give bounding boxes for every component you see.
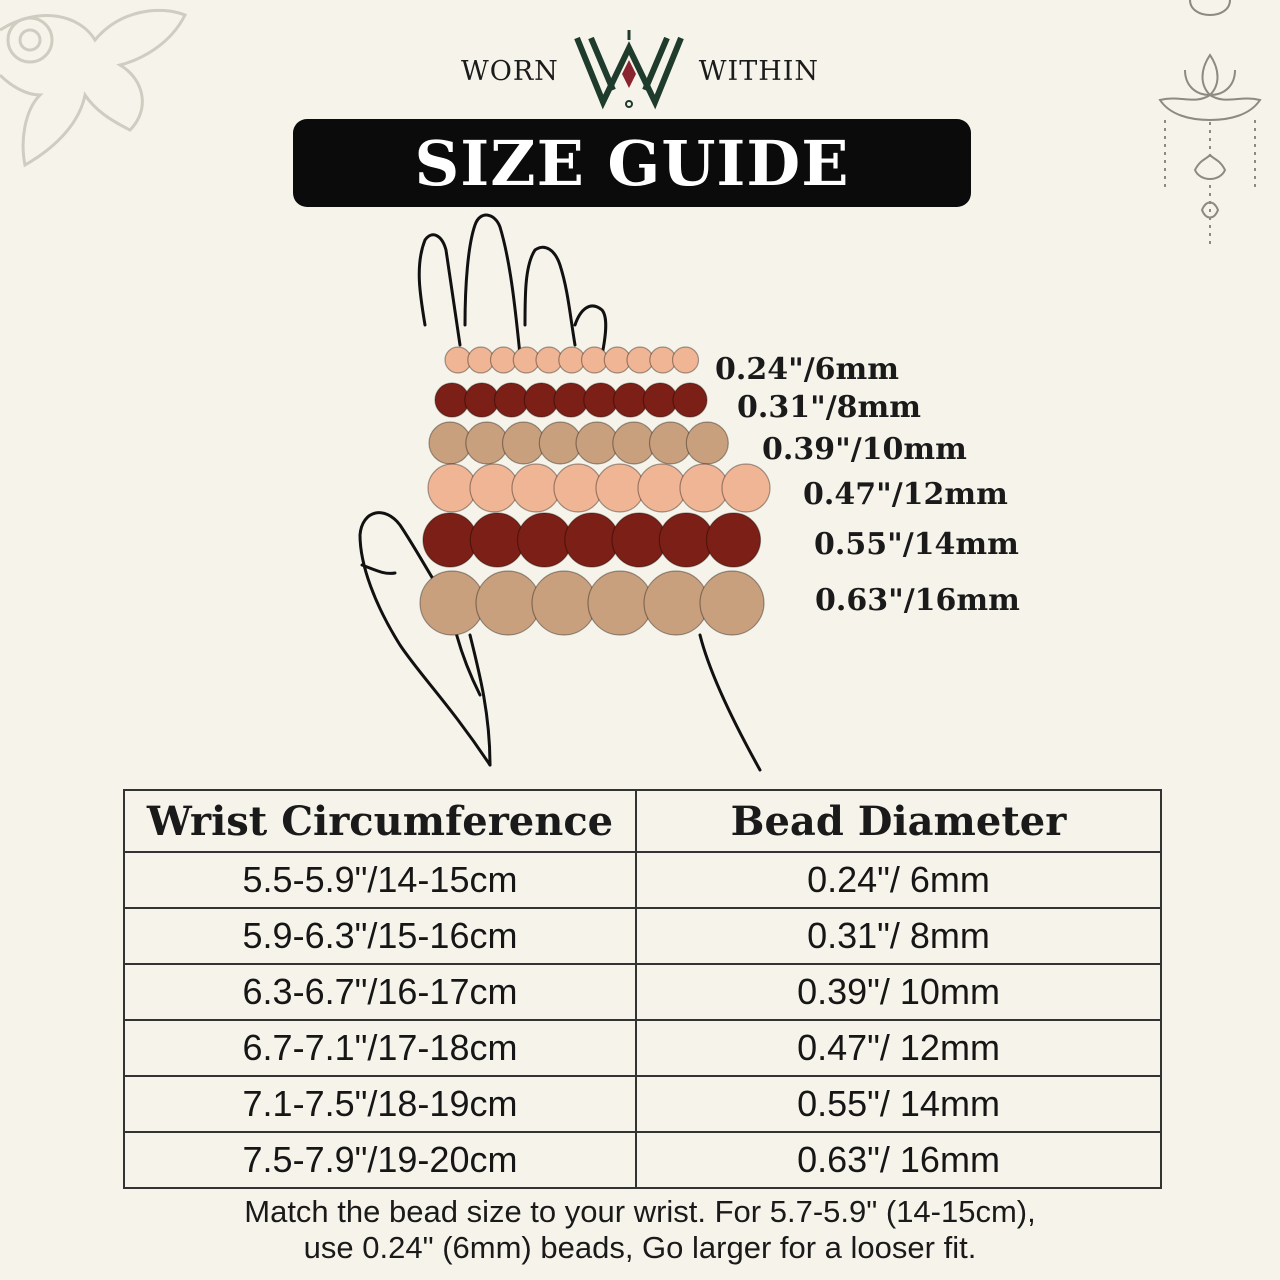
bead bbox=[673, 383, 707, 417]
bead bbox=[554, 383, 588, 417]
bead bbox=[643, 383, 677, 417]
bead bbox=[627, 347, 653, 373]
bead-size-label: 0.55"/14mm bbox=[814, 527, 1019, 562]
wrist-cell: 6.7-7.1"/17-18cm bbox=[124, 1020, 636, 1076]
hand-with-bracelets-illustration bbox=[340, 205, 820, 775]
header-bead-diameter: Bead Diameter bbox=[636, 790, 1161, 852]
table-row bbox=[124, 1132, 1161, 1188]
bead bbox=[650, 422, 692, 464]
bead bbox=[700, 571, 764, 635]
bead-size-label: 0.31"/8mm bbox=[737, 390, 922, 425]
bead bbox=[429, 422, 471, 464]
bead bbox=[576, 422, 618, 464]
table-row bbox=[124, 908, 1161, 964]
table-row bbox=[124, 852, 1161, 908]
table-row bbox=[124, 1020, 1161, 1076]
bead bbox=[722, 464, 770, 512]
bead bbox=[707, 513, 761, 567]
bead bbox=[423, 513, 477, 567]
table-row bbox=[124, 1076, 1161, 1132]
bead bbox=[491, 347, 517, 373]
bead bbox=[604, 347, 630, 373]
bead-size-label: 0.39"/10mm bbox=[762, 432, 967, 467]
table-header-row bbox=[124, 790, 1161, 852]
bead bbox=[612, 513, 666, 567]
bead bbox=[582, 347, 608, 373]
bead bbox=[565, 513, 619, 567]
bead bbox=[539, 422, 581, 464]
bead bbox=[513, 347, 539, 373]
brand-header bbox=[0, 30, 1280, 112]
wrist-cell: 5.9-6.3"/15-16cm bbox=[124, 908, 636, 964]
bead bbox=[644, 571, 708, 635]
brand-word-right: WITHIN bbox=[698, 55, 820, 87]
bead bbox=[680, 464, 728, 512]
bead bbox=[584, 383, 618, 417]
bead bbox=[673, 347, 699, 373]
bead bbox=[650, 347, 676, 373]
bead-cell: 0.31"/ 8mm bbox=[636, 908, 1161, 964]
wrist-cell: 5.5-5.9"/14-15cm bbox=[124, 852, 636, 908]
bead bbox=[445, 347, 471, 373]
bead bbox=[476, 571, 540, 635]
bead bbox=[465, 383, 499, 417]
size-guide-banner bbox=[293, 119, 971, 207]
header-wrist-circumference: Wrist Circumference bbox=[124, 790, 636, 852]
bead-cell: 0.24"/ 6mm bbox=[636, 852, 1161, 908]
bead bbox=[468, 347, 494, 373]
bead-rows bbox=[420, 347, 770, 635]
bead-cell: 0.63"/ 16mm bbox=[636, 1132, 1161, 1188]
wrist-cell: 7.5-7.9"/19-20cm bbox=[124, 1132, 636, 1188]
bead bbox=[614, 383, 648, 417]
bead bbox=[470, 464, 518, 512]
bead bbox=[588, 571, 652, 635]
bead bbox=[503, 422, 545, 464]
bead bbox=[420, 571, 484, 635]
bead bbox=[613, 422, 655, 464]
bead bbox=[554, 464, 602, 512]
bead bbox=[524, 383, 558, 417]
footnote-line-2: use 0.24" (6mm) beads, Go larger for a looser fit. bbox=[303, 1230, 977, 1265]
bead bbox=[536, 347, 562, 373]
w-monogram-icon bbox=[573, 30, 685, 112]
footnote-line-1: Match the bead size to your wrist. For 5.7-5.9" (14-15cm), bbox=[244, 1194, 1036, 1229]
bead-cell: 0.55"/ 14mm bbox=[636, 1076, 1161, 1132]
bead bbox=[518, 513, 572, 567]
bead bbox=[466, 422, 508, 464]
bead bbox=[512, 464, 560, 512]
size-table bbox=[123, 789, 1162, 1189]
bead bbox=[495, 383, 529, 417]
wrist-cell: 7.1-7.5"/18-19cm bbox=[124, 1076, 636, 1132]
bead bbox=[532, 571, 596, 635]
wrist-cell: 6.3-6.7"/16-17cm bbox=[124, 964, 636, 1020]
bead-cell: 0.39"/ 10mm bbox=[636, 964, 1161, 1020]
bead bbox=[659, 513, 713, 567]
table-row bbox=[124, 964, 1161, 1020]
bead bbox=[435, 383, 469, 417]
page-title: SIZE GUIDE bbox=[414, 126, 850, 200]
bead bbox=[638, 464, 686, 512]
bead-cell: 0.47"/ 12mm bbox=[636, 1020, 1161, 1076]
bead bbox=[559, 347, 585, 373]
bead-size-label: 0.47"/12mm bbox=[803, 477, 1008, 512]
bead bbox=[686, 422, 728, 464]
footnote bbox=[0, 1194, 1280, 1266]
bead-size-label: 0.24"/6mm bbox=[715, 352, 900, 387]
bead bbox=[596, 464, 644, 512]
bead bbox=[470, 513, 524, 567]
bead-size-label: 0.63"/16mm bbox=[815, 583, 1020, 618]
bead bbox=[428, 464, 476, 512]
brand-word-left: WORN bbox=[460, 55, 559, 87]
